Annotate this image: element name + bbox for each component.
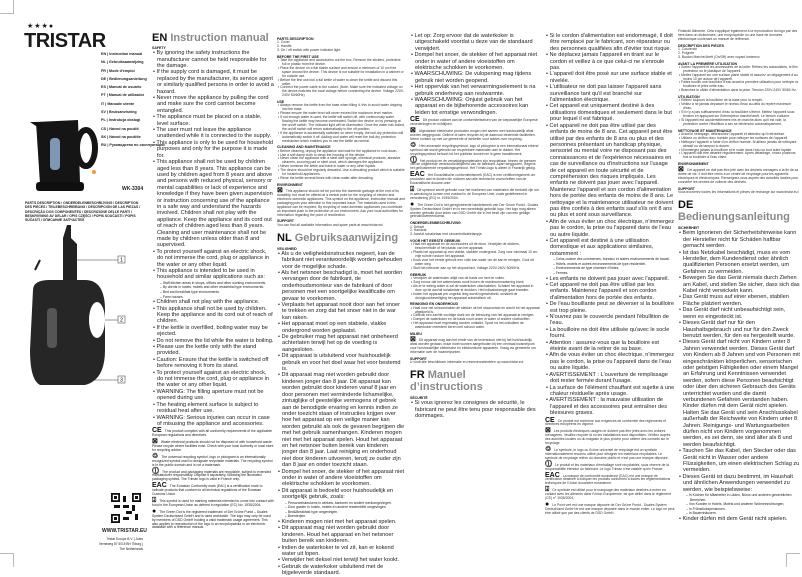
- bullet-item: • Als u de veiligheidsinstructies negeert, kan de fabrikant niet verantwoordelijk worden gehouden voor de mogelijke schade.: [277, 251, 405, 270]
- bullet-item: • Avant le nettoyage, débranchez l'appareil et attendez qu'il refroidisse.: [678, 133, 800, 137]
- bullet-item: • Mettez l'appareil sur une surface plane stable et assurez un dégagement d'au moins 10 cm autour de l'appareil.: [678, 74, 800, 82]
- bullet-item: • Afin de vous éviter un choc électrique, n'immergez pas le cordon, la prise ou l'appareil dans de l'eau ou autre liquide.: [545, 352, 675, 371]
- recycling-icon: ♲: [152, 452, 159, 460]
- bullet-item: • The appliance must be placed on a stable, level surface.: [152, 114, 274, 127]
- triman-icon: ⓵: [545, 460, 552, 468]
- symbol-text: La marque de conformité eurasienne (EAC) est une marque de certification destinée à indiquer les produits conformes à toutes les réglementations techniques de l'Union douanière eurasienne.: [545, 473, 671, 486]
- sub-bullet-item: – Door gasten in hotels, motels en andere residentiële omgevingen.: [277, 505, 405, 510]
- bullet-item: • Faites bouillir une bouilloire d'eau avant la première utilisation pour nettoyer la bouilloire et jetez cette eau.: [678, 81, 800, 89]
- page-column-3: [410, 33, 540, 419]
- bullet-item: • Place the device on a flat stable surface and ensure a minimum of 10 cm free space around the device. This device is not suitable for installation in a cabinet or for outside use.: [277, 67, 405, 79]
- brand-logo: TRISTAR: [24, 30, 106, 52]
- bullet-item: • Si l'appareil est accidentellement mis en marche alors qu'il est vide, la protection contre l'ébullition à sec se déclenche automatiquement.: [678, 119, 800, 127]
- section-label: ENVIRONNEMENT: [678, 162, 709, 167]
- column-fr-intro: [410, 394, 540, 419]
- symbol-text: The Eurasian Conformity mark (EAC) is a certification mark to indicate products that conform to all technical regulations of the Eurasian Customs Union.: [152, 484, 263, 497]
- paragraph: 3. Aan/uit schakelaar met stroomindicatielampje: [410, 232, 482, 237]
- symbol-notice: [545, 471, 675, 487]
- bullet-item: • This appliance shall not be used by children. Keep the appliance and its cord out of reach of children.: [152, 306, 274, 325]
- crop-mark: [786, 553, 800, 567]
- bullet-item: • Tauchen Sie das Kabel, den Stecker oder das Gerät nicht in Wasser oder andere Flüssigkeiten, um einen elektrischen Schlag zu vermeiden.: [678, 448, 800, 474]
- bullet-item: • Ne déplacez jamais l'appareil en tirant sur le cordon et veillez à ce que celui-ci ne s'enroule pas.: [545, 52, 675, 71]
- bullet-item: • N'ouvrez pas le couvercle pendant l'ébullition de l'eau.: [545, 314, 675, 327]
- green-dot-icon: ●: [545, 500, 550, 508]
- section-label: SÉCURITÉ: [410, 396, 428, 400]
- language-entry: CS | Návod na použití: [101, 126, 139, 131]
- heading-text: Bedienungsanleitung: [678, 211, 790, 224]
- bullet-item: • Cet appareil est uniquement destiné à des utilisations domestiques et seulement dans le but pour lequel il est fabriqué.: [545, 103, 675, 122]
- weee-bin-icon: ⊠: [410, 336, 416, 344]
- section-heading: [410, 369, 540, 393]
- bullet-item: • Dompel het snoer, de stekker of het apparaat niet onder in water of andere vloeistoffen om elektrische schokken te voorkomen.: [277, 469, 405, 488]
- bullet-item: • Do not remove the lid while the water is boiling.: [152, 338, 274, 344]
- bullet-item: • Connect the power cable to the socket. (Note: Make sure the indicated voltage on the device matches the local voltage before connecting the device. Voltage 220V-240V 50/60Hz): [277, 86, 405, 98]
- section-label: USE: [277, 100, 285, 105]
- symbol-notice: [545, 429, 675, 446]
- recycling-icon: ♲: [410, 141, 417, 149]
- paragraph: 2. Poignée: [678, 50, 695, 55]
- bullet-item: • Verwijder de waterkoker altijd van de basis om hem te vullen.: [410, 277, 540, 281]
- bullet-item: • Please ensure the water level will never exceed the maximum level marker.: [277, 112, 405, 116]
- paragraph: U vindt alle beschikbare informatie en reserveonderdelen op www.tristar.eu!: [410, 360, 524, 365]
- symbol-notice: [152, 484, 274, 497]
- bullet-item: • Dompel het snoer, de stekker of het apparaat niet onder in water of andere vloeistoffen om elektrische schokken te voorkomen.: [410, 52, 540, 71]
- bullet-item: • This appliance is only to be used for household purposes and only for the purpose it is made for.: [152, 140, 274, 159]
- symbol-text: Ce symbole est utilisé pour le marquage des matériaux destinés à entrer en contact avec les aliments dans l'Union Européenne, tel que défini dans le règlement (CE) n° 1935/2004.: [545, 488, 671, 501]
- company-address: Tristar Europe B.V. | Jules Verneweg 87 5015 BH Tilburg | The Netherlands: [98, 537, 143, 551]
- heading-text: Manuel d’instructions: [410, 369, 483, 393]
- symbol-text: This product complies with all conformity requirements of the applicable European regulations and directives.: [152, 429, 272, 438]
- column-en-safety: [152, 30, 274, 530]
- symbol-text: Het product en de verpakkingsmaterialen zijn recyclebaar, binnen de grenzen van de uitgebreide verantwoordelijkheid van de fabrikant. Apart weggooien, volgens het geïllustreerde verpakkingssymbool. Het Triman-logo is alleen in Frankrijk geldig.: [410, 158, 537, 171]
- section-label: UTILISATION: [678, 95, 700, 100]
- symbol-text: Dit symbool wordt gebruikt voor het markeren van materialen die bedoeld zijn om in aanraking te komen met voedsel in de Europese Unie, zoals gedefinieerd in verordening (EG) nr. 1935/2004.: [410, 187, 539, 200]
- section-label: AVANT LA PREMIÈRE UTILISATION: [678, 61, 737, 66]
- bullet-item: • Als het netsnoer beschadigd is, moet het worden vervangen door de fabrikant, de onderhoudsmonteur van de fabrikant of door personen met een soortgelijke kwalificatie om gevaar te voorkomen.: [277, 270, 405, 302]
- symbol-notice: [277, 189, 405, 217]
- column-de-safety: [678, 224, 800, 522]
- green-dot-icon: ●: [410, 200, 415, 208]
- symbol-text: Waste electrical products should not be disposed of with household waste. Please recycle where facilities exist. Check with your local Authority or local store for recycling advice.: [152, 440, 274, 452]
- bullet-item: • Si vous ignorez les consignes de sécurité, le fabricant ne peut être tenu pour responsable des dommages.: [410, 400, 540, 419]
- bullet-item: • L'utilisateur ne doit pas laisser l'appareil sans surveillance tant qu'il est branché sur l'alimentation électrique.: [545, 84, 675, 103]
- symbol-notice: [152, 467, 274, 483]
- bullet-item: • Dieses Gerät ist dazu bestimmt, im Haushalt und ähnlichen Anwendungen verwendet zu werden, wie beispielsweise:: [678, 474, 800, 493]
- symbol-notice: [152, 429, 274, 438]
- symbol-notice: [152, 499, 274, 508]
- crop-mark: [0, 553, 14, 567]
- sub-bullet-item: – In Bauernhäusern.: [678, 511, 800, 516]
- paragraph: You can find all available information and spare parts at www.tristar.eu!: [277, 222, 384, 227]
- bullet-item: • Always remove the kettle from the base when filling it, this to avoid water dripping into the base.: [277, 104, 405, 112]
- paragraph: Finlande Alimente. Cela s'applique également à la reproduction du logo par des tiers dans un dictionnaire, une encyclopédie ou une base de données électronique contenant un manuel de référence.: [678, 29, 798, 41]
- paragraph: 1. Cover: [277, 40, 290, 45]
- section-label: SICHERHEIT: [678, 226, 700, 231]
- bullet-item: • If not enough water is used, the kettle will switch off, with continuously water flowing the kettle may become overheated. Switch the device on by pressing at the on/off switch. The indicator light will be illuminated. Once the water has boiled, the on/off switch will return automatically to the off position.: [277, 116, 405, 132]
- bullet-item: • Verwijder het deksel niet terwijl het water kookt.: [277, 557, 405, 563]
- sub-bullet-item: – Environnements de type chambre d'hôtes.: [545, 266, 675, 271]
- bullet-item: • Dieses Gerät darf nicht von Kindern unter 8 Jahren verwendet werden. Dieses Gerät darf von Kindern ab 8 Jahren und von Personen mit eingeschränkten körperlichen, sensorischen oder geistigen Fähigkeiten oder einem Mangel an Erfahrung und Kenntnissen verwendet werden, sofern diese Personen beaufsichtigt oder über den sicheren Gebrauch des Geräts unterrichtet wurden und die damit verbundenen Gefahren verstanden haben. Kinder dürfen mit dem Gerät nicht spielen. Halten Sie das Gerät und sein Anschlusskabel außerhalb der Reichweite von Kindern unter 8 Jahren. Reinigungs- und Wartungsarbeiten dürfen nicht von Kindern vorgenommen werden, es sei denn, sie sind älter als 8 und werden beaufsichtigt.: [678, 339, 800, 448]
- sub-bullet-item: – In Frühstückspensionen.: [678, 507, 800, 512]
- symbol-text: The product and packaging materials are recyclable, subject to extended manufacturer responsibility. Dispose it separately, following the illustrated packaging symbol. The Triman logo is valid in France only.: [152, 469, 272, 482]
- page-column-4: [545, 33, 675, 516]
- bullet-item: • Kinderen mogen niet met het apparaat spelen.: [277, 519, 405, 525]
- symbol-notice: [545, 488, 675, 501]
- bullet-item: • S'il n'y a pas suffisamment d'eau la bouilloire s'éteint. Mettez l'appareil sous tension en appuyant sur l'interrupteur marche/arrêt. Le témoin s'allume.: [678, 111, 800, 119]
- recycling-icon: ♲: [545, 445, 552, 453]
- symbol-text: Dit apparaat mag aan het einde van de levensduur niet bij het huishoudelijk afval worden gedaan, maar moet worden aangeboden bij een centraal inzamelpunt voor huishoudelijke elektrische en elektronische apparaten. Vraag uw gemeente om informatie over de inzamelpunten.: [410, 338, 536, 354]
- symbol-notice: [545, 500, 675, 516]
- symbol-notice: [152, 440, 274, 453]
- section-label: PARTS DESCRIPTION: [277, 37, 314, 41]
- symbol-text: Afgedankte elektrische producten mogen niet samen met huishoudelijk afval worden weggegooid. Gelieve te laten recyclen bij de daarvoor bestemde faciliteiten. Neem contact op met uw gemeente of winkelier voor advies over recycling.: [410, 129, 536, 141]
- bullet-item: • De gebruiker mag het apparaat niet onbeheerd achterlaten terwijl het op de voeding is aangesloten.: [277, 334, 405, 353]
- bullet-item: • Rinse the kettle several times with clean water after descaling.: [277, 177, 405, 181]
- section-label: DESCRIPTION DES PIÈCES: [678, 43, 724, 48]
- bullet-item: • Les enfants ne doivent pas jouer avec l'appareil.: [545, 276, 675, 282]
- triman-icon: ⓵: [152, 467, 159, 475]
- symbol-text: Ce produit est conforme aux exigences de conformité des règlements et directives européens en vigueur.: [545, 418, 666, 427]
- section-heading: [152, 32, 274, 44]
- section-label: SUPPORT: [678, 187, 695, 192]
- sub-bullet-item: – Staff kitchen areas in shops, offices and other working environments.: [152, 281, 274, 286]
- section-label: ENVIRONMENT: [277, 182, 303, 187]
- sub-bullet-item: – In Küchen für Mitarbeiter in Läden, Büros und anderen gewerblichen Bereichen.: [678, 493, 800, 502]
- bullet-item: • Before cleaning, unplug the appliance and wait for the appliance to cool down.: [277, 150, 405, 154]
- sub-bullet-item: – Bed&Breakfast type omgevingen.: [277, 510, 405, 515]
- bullet-item: • Gebruik een zachte vochtige doek om de behuizing van het apparaat te reinigen.: [410, 314, 540, 318]
- bullet-item: • This appliance shall not be used by children aged less than 8 years. This appliance can be used by children aged from 8 years and above and persons with reduced physical, sensory or mental capabilities or lack of experience and knowledge if they have been given supervision or instruction concerning use of the appliance in a safe way and understand the hazards involved. Children shall not play with the appliance. Keep the appliance and its cord out of reach of children aged less than 8 years. Cleaning and user maintenance shall not be made by children unless older than 8 and supervised.: [152, 159, 274, 249]
- bullet-item: • Caution: Ensure that the kettle is switched off before removing it from its stand.: [152, 357, 274, 370]
- bullet-item: • By ignoring the safety instructions the manufacturer cannot be held responsible for the damage.: [152, 50, 274, 69]
- section-label: ONDERDELENBESCHRIJVING: [410, 221, 461, 226]
- ce-mark-icon: CE: [152, 427, 162, 435]
- bullet-item: • Please use the kettle only with the stand provided.: [152, 344, 274, 357]
- bullet-item: • L'appareil doit être posé sur une surface stable et nivelée.: [545, 71, 675, 84]
- sub-bullet-item: – Boerderijen.: [277, 514, 405, 519]
- symbol-notice: [678, 168, 800, 185]
- symbol-text: Le produit et les matériaux d'emballage sont recyclables, sous réserve de la responsabilité étendue du fabricant. Le logo Triman n'est valable qu'en France.: [545, 462, 669, 471]
- language-entry: RU | Руководство по эксплуатации: [101, 143, 165, 148]
- column-nl-safety: [277, 245, 405, 577]
- bullet-item: • Bewegen Sie das Gerät niemals durch Ziehen am Kabel, und stellen Sie sicher, dass sich das Kabel nicht verwickeln kann.: [678, 275, 800, 294]
- symbol-text: Le Point vert est une marque déposée de Der Grüne Punkt - Duales System Deutschland GmbH et est une marque déposée dans le monde entier. Le logo ne peut être utilisé que par des clients de DSD GmbH.: [545, 502, 675, 515]
- paragraph: 1. Couvercle: [678, 46, 698, 51]
- bullet-item: • Dit apparaat is bedoeld voor huishoudelijk en soortgelijk gebruik, zoals:: [277, 488, 405, 501]
- paragraph: 3. On / off switch with power indicator light: [277, 48, 341, 53]
- column-nl-usage: [410, 116, 540, 394]
- bullet-item: • Kinder dürfen mit dem Gerät nicht spielen.: [678, 516, 800, 522]
- bullet-item: • Afin de vous éviter un choc électrique, n'immergez pas le cordon, la prise ou l'appareil dans de l'eau ou autre liquide.: [545, 219, 675, 238]
- bullet-item: • AVERTISSEMENT : la mauvaise utilisation de l'appareil et des accessoires peut entraîner des blessures graves.: [545, 397, 675, 416]
- bullet-item: • Sortez l'appareil et les accessoires de la boîte. Retirez les autocollants, le film protecteur ou le plastique de l'appareil.: [678, 66, 800, 74]
- model-number: WK-3304: [122, 186, 144, 192]
- bullet-item: • Verplaats het apparaat nooit door aan het snoer te trekken en zorg dat het snoer niet in de war kan raken.: [277, 302, 405, 321]
- bullet-item: • La bouilloire ne doit être utilisée qu'avec le socle fourni.: [545, 327, 675, 340]
- language-entry: FR | Mode d'emploi: [101, 68, 135, 73]
- bullet-item: • Utilisez un chiffon doux humide pour nettoyer les surfaces de l'appareil.: [678, 137, 800, 141]
- language-entry: SV | Bruksanvisning: [101, 110, 137, 115]
- column-fr-usage: [678, 30, 800, 224]
- language-code: NL: [277, 231, 292, 244]
- sub-bullet-item: – Fermes.: [545, 271, 675, 276]
- bullet-item: • Ist das Netzkabel beschädigt, muss es vom Hersteller, dem Kundendienst oder ähnlich qualifizierten Personen ersetzt werden, um Gefahren zu vermeiden.: [678, 250, 800, 276]
- brand-stars-icon: ★★★●: [27, 23, 55, 30]
- bullet-item: • Das Gerät darf nicht unbeaufsichtigt sein, wenn es eingesteckt ist.: [678, 307, 800, 320]
- language-entry: DE | Bedienungsanleitung: [101, 76, 147, 81]
- green-dot-icon: ●: [152, 507, 157, 515]
- bullet-item: • To protect yourself against an electric shock, do not immerse the cord, plug or appliance in the water or any other liquid.: [152, 249, 274, 268]
- bullet-item: • Das Gerät muss auf einer ebenen, stabilen Fläche platziert werden.: [678, 294, 800, 307]
- bullet-item: • The heating element surface is subject to residual heat after use.: [152, 402, 274, 415]
- symbol-notice: [545, 445, 675, 461]
- bullet-item: • Nettoyez l'appareil à l'aide d'un chiffon humide. N'utilisez jamais de nettoyant abrasif ou de tampon à récurer.: [678, 141, 800, 149]
- symbol-text: Les produits électriques usagés ne doivent pas être jetés avec les ordures ménagères. Veuillez recycler là où les installations sont disponibles. Vérifiez auprès des autorités locales ou du magasin le plus proche pour obtenir des conseils sur le recyclage.: [545, 429, 671, 446]
- section-label: MILIEU: [410, 332, 422, 337]
- bullet-item: • Het apparaat moet regelmatig worden ontkalkt. Spoel na het ontkalken de waterkoker meerdere keren met schoon water.: [410, 322, 540, 330]
- section-heading: [277, 232, 405, 244]
- symbol-notice: [410, 200, 540, 220]
- symbol-notice: [410, 173, 540, 186]
- callout-3: 3: [120, 377, 123, 384]
- sub-bullet-item: – Bed and breakfast type environments.: [152, 290, 274, 295]
- ce-mark-icon: CE: [410, 116, 420, 124]
- sub-bullet-item: – Farm houses.: [152, 295, 274, 300]
- bullet-item: • L'appareil doit être détartré régulièrement. Après détartrage, rincez plusieurs fois la bouilloire à l'eau claire.: [678, 152, 800, 160]
- bullet-item: • The user must not leave the appliance unattended while it is connected to the supply.: [152, 127, 274, 140]
- section-label: SUPPORT: [277, 219, 294, 224]
- bullet-item: • Het oppervlak van het verwarmingselement is na gebruik onderhevig aan restwarmte.: [410, 84, 540, 97]
- paragraph: 2. Handvat: [410, 228, 427, 233]
- bullet-item: • Dit apparaat mag niet worden gebruikt door kinderen. Houd het apparaat en het netsnoer buiten bereik van kinderen.: [277, 525, 405, 544]
- section-label: CLEANING AND MAINTENANCE: [277, 145, 331, 150]
- callout-1: 1: [120, 257, 123, 264]
- bullet-item: • Before the first use boil a full kettle of water to clean the kettle and discard this water.: [277, 79, 405, 87]
- bullet-item: • Als er te weinig water is zal de waterkoker uitschakelen. Schakel het apparaat in door op de aan/uit schakelaar te drukken. Het indicatorlampje gaat branden.: [410, 285, 540, 293]
- weee-bin-icon: ⊠: [277, 187, 283, 195]
- bullet-item: • La surface de l'élément chauffant est sujette à une chaleur résiduelle après usage.: [545, 385, 675, 398]
- section-label: NETTOYAGE ET MAINTENANCE: [678, 128, 732, 133]
- symbol-notice: [410, 185, 540, 201]
- symbol-text: This appliance should not be put into the domestic garbage at the end of its durability, but must be offered at a central point for the recycling of electric and electronic domestic appliances. This symbol on the appliance, instruction manual and packaging puts your attention to this important issue. The materials used in this appliance can be recycled. By recycling of used domestic appliances you contribute an important push to the protection of our environment. Ask your local authorities for information regarding the point of recollection.: [277, 189, 405, 217]
- paragraph: 1. Deksel: [410, 224, 425, 229]
- paragraph: 3. Bouton Marche/Arrêt (On/Off) avec voyant lumineux: [678, 54, 760, 59]
- bullet-item: • Retirez toujours la bouilloire de la base pour la remplir.: [678, 99, 800, 103]
- language-entry: ES | Manual de usuario: [101, 85, 142, 90]
- bullet-item: • Take the appliance and accessories out the box. Remove the stickers, protective foil or plastic from the device.: [277, 59, 405, 67]
- language-code: EN: [152, 32, 168, 44]
- symbol-notice: [410, 156, 540, 172]
- column-en-usage: [277, 35, 405, 245]
- bullet-item: • Het apparaat moet op een stabiele, vlakke ondergrond worden geplaatst.: [277, 321, 405, 334]
- kettle-parts-diagram: [25, 220, 135, 400]
- heading-text: Gebruiksaanwijzing: [294, 231, 399, 244]
- bullet-item: • Haal voor het schoonmaken de stekker uit het stopcontact en wacht tot het apparaat afgekoeld is.: [410, 307, 540, 315]
- language-entry: IT | Manuale utente: [101, 101, 135, 106]
- bullet-item: • To protect yourself against an electric shock, do not immerse the cord, plug or appliance in the water or any other liquid.: [152, 370, 274, 389]
- food-contact-icon: ⍗: [545, 486, 550, 494]
- symbol-notice: [545, 460, 675, 472]
- bullet-item: • If the appliance is accidentally switched on when empty, the boil-dry protection will automatically switch it off. Adding cool water will reset the boil-dry protection mechanism which enables you to use the kettle as normal.: [277, 132, 405, 144]
- bullet-item: • Attention : assurez-vous que la bouilloire est éteinte avant de la retirer de sa base.: [545, 340, 675, 353]
- bullet-item: • AVERTISSEMENT : L'ouverture de remplissage doit rester fermée durant l'usage.: [545, 372, 675, 385]
- page-column-2: [277, 35, 405, 577]
- language-entry: NL | Gebruiksaanwijzing: [101, 60, 144, 65]
- bullet-item: • Gebruik de waterkoker uitsluitend met de bijgeleverde standaard.: [277, 564, 405, 577]
- bullet-item: • Indien de waterkoker te vol zit, kan er kokend water uit lopen.: [277, 545, 405, 558]
- callout-2: 2: [120, 317, 123, 324]
- language-entry: EN | Instruction manual: [101, 52, 143, 56]
- section-label: GEBRUIK: [410, 272, 427, 277]
- bullet-item: • Let op: Zorg ervoor dat de waterkoker is uitgeschakeld voordat u deze van de standaard verwijdert.: [410, 33, 540, 52]
- qr-code-icon[interactable]: [111, 493, 141, 523]
- symbol-text: Het Euraziatische conformiteitsmerk (EAC) is een certificeringsmerk om producten aan te duiden die voldoen aan alle technische voorschriften van de Euraziatische douane-unie.: [410, 173, 536, 186]
- symbol-text: Le symbole, le logo ou l'icône universel de recyclage est un symbole internationalement reconnu utilisé pour désigner les matériaux recyclables. Le symbole de recyclage relève du domaine public et n'est pas une marque déposée.: [545, 447, 669, 460]
- section-label: VOOR HET EERSTE GEBRUIK: [410, 239, 461, 244]
- symbol-notice: [152, 452, 274, 468]
- bullet-item: • Dit apparaat is uitsluitend voor huishoudelijk gebruik en voor het doel waar het voor bestemd is.: [277, 353, 405, 372]
- weee-bin-icon: ⊠: [410, 127, 416, 135]
- bullet-item: • WARNING: Serious injuries can occur in case of misusing the appliance and accessories.: [152, 415, 274, 428]
- bullet-item: • Children shall not play with the appliance.: [152, 299, 274, 305]
- bullet-item: • N'immergez jamais la bouilloire et le socle dans l'eau ou tout autre liquide.: [678, 149, 800, 153]
- symbol-text: Het universele recyclingsymbool, logo of pictogram is een internationaal erkend symbool dat wordt gebruikt om recyclebare materialen aan te duiden. Het recyclingsymbool behoort tot het publieke domein en is geen handelsmerk.: [410, 143, 539, 156]
- bullet-item: • The device should be regularly descaled. Use a descaling product which is suitable for household appliances.: [277, 169, 405, 177]
- bullet-item: • Zorg ervoor dat het waterniveau nooit boven de maximummarkering komt.: [410, 281, 540, 285]
- sub-bullet-item: – Personeelskeukens in winkels, kantoren en andere werkomgevingen.: [277, 501, 405, 506]
- food-contact-icon: ⍗: [410, 185, 415, 193]
- bullet-item: • Veillez à ne jamais dépasser le niveau d'eau au-delà du repère maximum d'eau.: [678, 103, 800, 111]
- bullet-item: • Dit apparaat mag niet worden gebruikt door kinderen jonger dan 8 jaar. Dit apparaat kan worden gebruikt door kinderen vanaf 8 jaar en door personen met verminderde lichamelijke, zintuiglijke of geestelijke vermogens of gebrek aan de benodigde ervaring en kennis indien ze onder toezicht staan of instructies krijgen over hoe het apparaat op een veilige manier kan worden gebruikt als ook de gevaren begrijpen die met het gebruik samenhangen. Kinderen mogen niet met het apparaat spelen. Houd het apparaat en het netsnoer buiten bereik van kinderen jonger dan 8 jaar. Laat reiniging en onderhoud niet door kinderen uitvoeren, tenzij ze ouder zijn dan 8 jaar en onder toezicht staan.: [277, 372, 405, 468]
- bullet-item: • Cet appareil est destiné à une utilisation domestique et aux applications similaires, notamment :: [545, 238, 675, 257]
- language-code: DE: [678, 199, 694, 212]
- column-fr-safety: [545, 33, 675, 417]
- section-label: BEFORE THE FIRST USE: [277, 54, 319, 59]
- heading-text: Instruction manual: [170, 32, 269, 44]
- symbol-notice: [410, 338, 540, 355]
- eac-icon: EAC: [410, 171, 425, 179]
- bullet-item: • Dompel de waterkoker en de basis nooit onder in water of andere vloeistoffen.: [410, 318, 540, 322]
- language-entry: PT | Manual de utilizador: [101, 93, 145, 98]
- triman-icon: ⓵: [410, 156, 417, 164]
- eac-icon: EAC: [152, 482, 167, 490]
- symbol-text: Cet appareil ne doit pas être jeté avec les déchets ménagers à la fin de sa durée de vie. Il doit être remis à un centre de recyclage pour les appareils électriques et électroniques. Renseignez-vous auprès des autorités locales pour connaître les centres de collecte des déchets.: [678, 168, 799, 185]
- sub-bullet-item: – Hôtels, motels et autres environnements de type résidentiel.: [545, 262, 675, 267]
- bullet-item: • Si le cordon d'alimentation est endommagé, il doit être remplacé par le fabricant, son réparateur ou des personnes qualifiées afin d'éviter tout risque.: [545, 33, 675, 52]
- symbol-notice: [410, 118, 540, 127]
- section-label: VEILIGHEID: [277, 246, 297, 251]
- page-column-5: [678, 30, 800, 522]
- bullet-item: • Dieses Gerät darf nur für den Haushaltsgebrauch und nur für den Zweck benutzt werden, für den es hergestellt wurde.: [678, 320, 800, 339]
- bullet-item: • WARNING: The filling aperture must not be opened during use.: [152, 389, 274, 402]
- bullet-item: • Indien het apparaat per ongeluk leeg wordt ingeschakeld, schakelt de droogkookbeveiliging het apparaat automatisch uit.: [410, 293, 540, 301]
- bullet-item: • Never immerse the kettle and base in water or any other liquids.: [277, 165, 405, 169]
- bullet-item: • Never move the appliance by pulling the cord and make sure the cord cannot become entangled.: [152, 95, 274, 114]
- language-entry: PL | Instrukcja obsługi: [101, 118, 141, 123]
- bullet-item: • If the kettle is overfilled, boiling water may be ejected.: [152, 325, 274, 338]
- bullet-item: • WAARSCHUWING: Onjuist gebruik van het apparaat en de bijbehorende accessoires kan leiden tot ernstige verwondingen.: [410, 97, 540, 116]
- eac-icon: EAC: [545, 471, 560, 479]
- bullet-item: • This appliance is intended to be used in household and similar applications such as:: [152, 268, 274, 281]
- section-label: REINIGING EN ONDERHOUD: [410, 302, 459, 307]
- kettle-photo: [28, 112, 98, 194]
- website-link[interactable]: WWW.TRISTAR.EU: [102, 528, 147, 534]
- symbol-text: Dit product voldoet aan de conformiteitseisen van de toepasselijke Europese verordeningen en richtlijnen.: [410, 118, 538, 127]
- section-heading: [678, 199, 800, 223]
- section-label: SAFETY: [152, 46, 166, 50]
- bullet-item: • Cet appareil ne doit pas être utilisé par les enfants. Maintenez l'appareil et son cordon d'alimentation hors de portée des enfants.: [545, 282, 675, 301]
- weee-bin-icon: ⊠: [545, 427, 551, 435]
- sub-bullet-item: – Coins cuisine des commerces, bureaux et autres environnements de travail.: [545, 257, 675, 262]
- paragraph: Vous trouverez toutes les informations et pièces de rechange sur www.tristar.eu !: [678, 190, 800, 195]
- symbol-notice: [410, 141, 540, 157]
- bullet-item: • Use a soft damp cloth to clean the housing of the device.: [277, 154, 405, 158]
- column-nl-safety-cont: [410, 33, 540, 116]
- bullet-item: • De l'eau bouillante peut se déverser si la bouilloire est trop pleine.: [545, 301, 675, 314]
- parts-description-header: PARTS DESCRIPTION / ONDERDELENBESCHRIJVING / DESCRIPTION DES PIÈCES / TEILEBESCHREIBUNG / DESCRIPCIÓN DE LAS PIEZAS / DESCRIÇÃO DOS COMPONENTES / DESCRIZIONE DELLE PARTI / BESKRIVNING AV DELAR / OPIS CZĘŚCI / POPIS SOUČÁSTÍ / POPIS SÚČASTÍ / ОПИСАНИЕ ЗАПЧАСТЕЙ: [25, 201, 141, 223]
- crop-mark: [0, 0, 14, 14]
- ce-mark-icon: CE: [545, 416, 555, 424]
- weee-bin-icon: ⊠: [152, 438, 158, 446]
- bullet-item: • Never clean the appliance with a steel wire sponge, chemical products, abrasive cleaners, scouring pad or steel wool, which damages the appliance.: [277, 157, 405, 165]
- symbol-text: This symbol is used for marking materials intended to come into contact with food in the European Union as defined in regulation (EC) No. 1935/2004.: [152, 499, 274, 507]
- sub-bullet-item: – By clients in hotels, motels and other residential type environments.: [152, 285, 274, 290]
- symbol-notice: [545, 416, 675, 428]
- paragraph: 2. Handle: [277, 44, 292, 49]
- bullet-item: • Beim Ignorieren der Sicherheitshinweise kann der Hersteller nicht für Schäden haftbar gemacht werden.: [678, 230, 800, 249]
- language-code: FR: [410, 369, 425, 381]
- bullet-item: • Plaats het apparaat op een vlakke, stabiele ondergrond. Zorg voor minimaal 10 cm vrije ruimte rondom het apparaat.: [410, 251, 540, 259]
- symbol-text: The universal recycling symbol, logo or pictogram is an internationally recognized symbol used to designate recyclable materials. The recycling symbol is in the public domain and is not a trademark.: [152, 454, 273, 467]
- symbol-notice: [410, 129, 540, 142]
- section-label: SUPPORT: [410, 356, 427, 361]
- weee-bin-icon: ⊠: [678, 166, 684, 174]
- symbol-notice: [152, 507, 274, 531]
- language-entry: SK | Návod na použitie: [101, 134, 141, 139]
- page-column-1: [152, 30, 274, 530]
- bullet-item: • Haal het apparaat en de accessoires uit de doos. Verwijder de stickers, beschermfolie of het plastic van het apparaat.: [410, 243, 540, 251]
- food-contact-icon: ⍗: [152, 497, 157, 505]
- symbol-text: The Green Dot is the registered trademark of Der Grüne Punkt – Duales System Deutschland GmbH and is used worldwide. The logo may only be used by members of DSD GmbH holding a valid trademark usage agreement. This also applies to reproduction of the logo in an encyclopaedia or an electronic database with a reference manual.: [152, 509, 271, 530]
- bullet-item: • Sluit het netsnoer aan op het stopcontact. Voltage 220V-240V 50/60Hz.: [410, 267, 540, 271]
- bullet-item: • Cet appareil ne doit pas être utilisé par des enfants de moins de 8 ans. Cet appareil peut être utilisé par des enfants de 8 ans ou plus et des personnes présentant un handicap physique, sensoriel ou mental voire ne disposant pas des connaissances et de l'expérience nécessaires en cas de surveillance ou d'instructions sur l'usage de cet appareil en toute sécurité et de compréhension des risques impliqués. Les enfants ne doivent pas jouer avec l'appareil. Maintenez l'appareil et son cordon d'alimentation hors de portée des enfants de moins de 8 ans. Le nettoyage et la maintenance utilisateur ne doivent pas être confiés à des enfants sauf s'ils ont 8 ans ou plus et sont sous surveillance.: [545, 123, 675, 219]
- symbol-text: The Green Dot is het geregistreerde handelsmerk van Der Grüne Punkt - Duales System Deutschland GmbH en is een wereldwijd gebruikt logo. Het logo mag alleen worden gebruikt door leden van DSD GmbH die in het bezit zijn van een geldige gebruiksovereenkomst.: [410, 202, 539, 219]
- sub-bullet-item: – Von Kunden in Hotels, Motels und anderen Wohneinrichtungen.: [678, 502, 800, 507]
- column-fr-symbols: [545, 417, 675, 516]
- bullet-item: • WAARSCHUWING: De vulopening mag tijdens gebruik niet worden geopend.: [410, 71, 540, 84]
- bullet-item: • If the supply cord is damaged, it must be replaced by the manufacturer, its service agent or similarly qualified persons in order to avoid a hazard.: [152, 69, 274, 95]
- bullet-item: • Branchez le câble d'alimentation dans la prise. Tension 220V-240V 50/60 Hz.: [678, 89, 800, 93]
- bullet-item: • Kook voor het eerste gebruik een volle kan water om de kan te reinigen. Gooi dit water weg.: [410, 259, 540, 267]
